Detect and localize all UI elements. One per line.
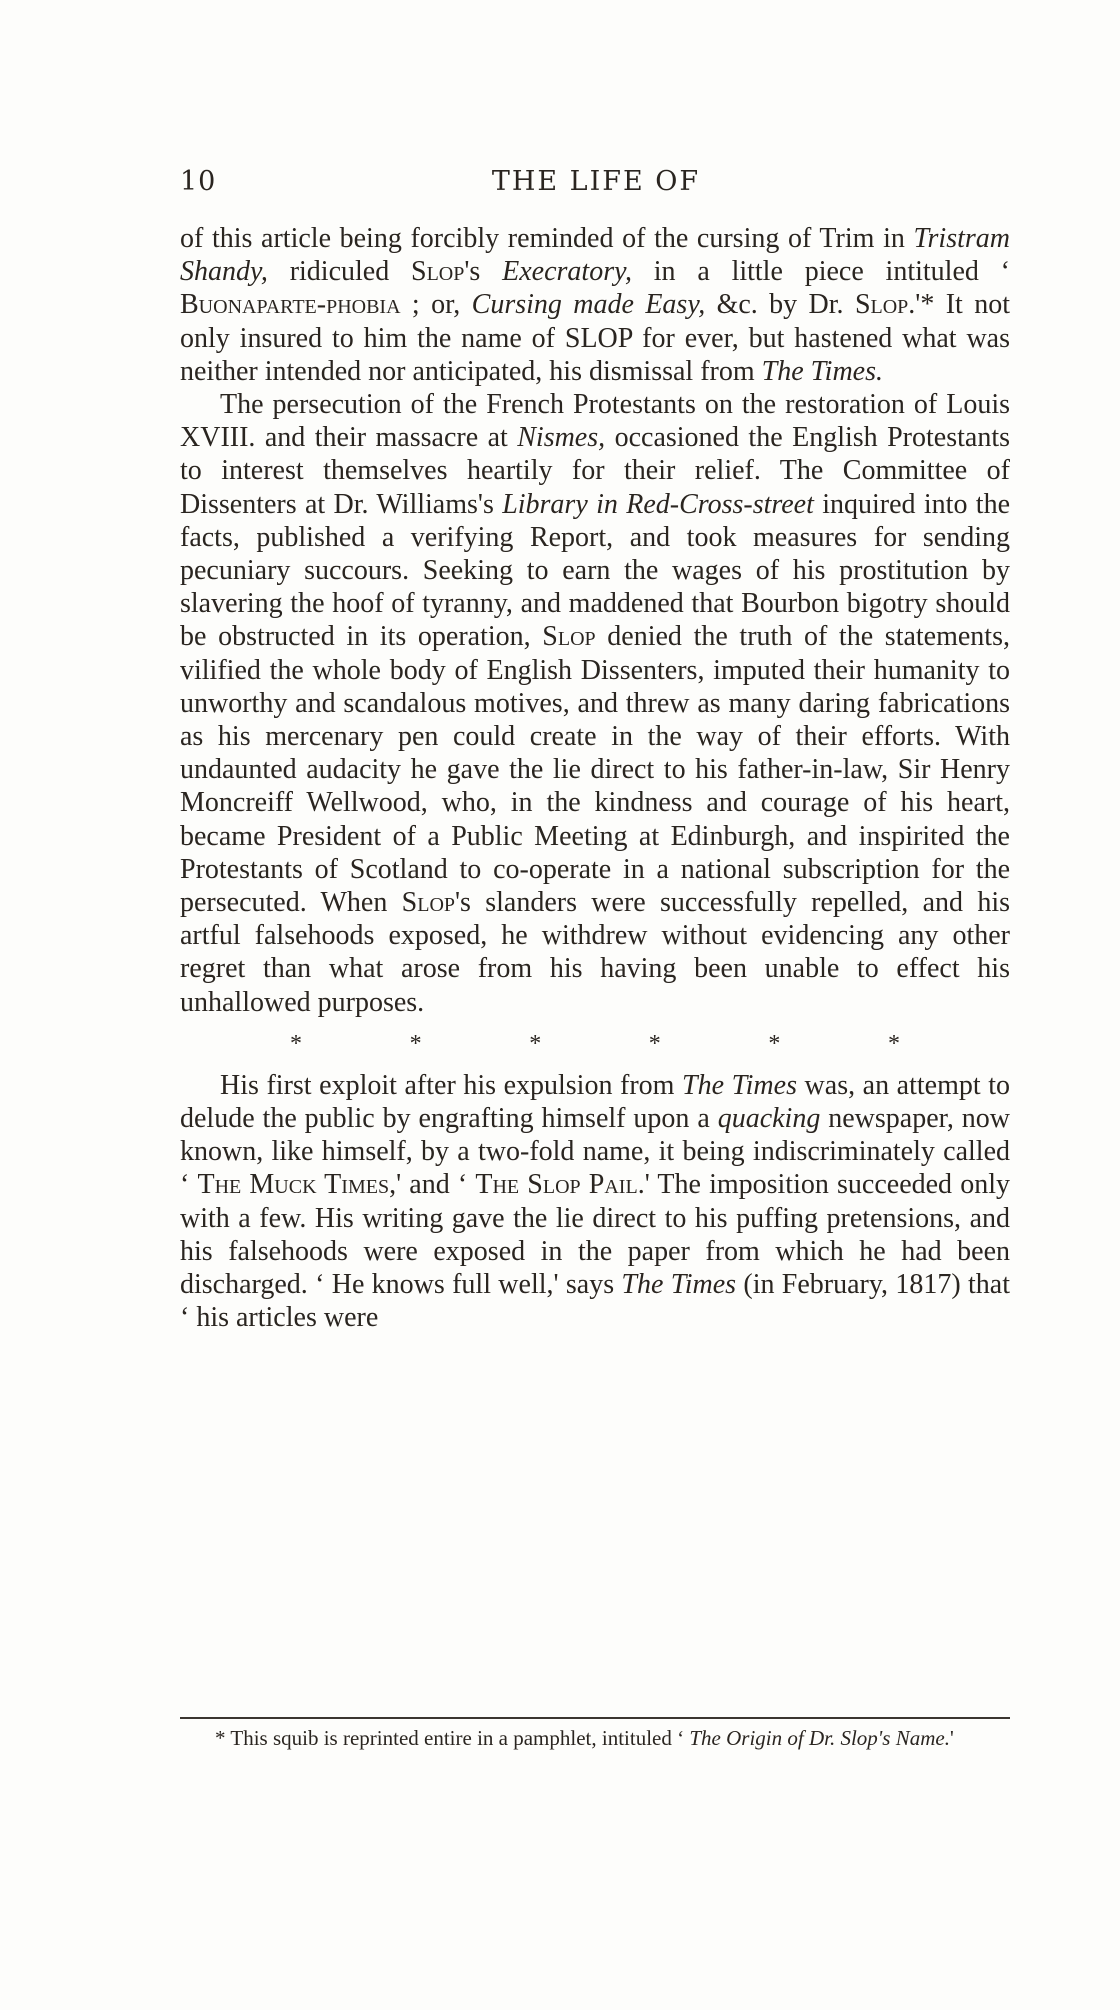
small-caps-text: Slop — [401, 887, 456, 919]
asterisk: * — [768, 1030, 781, 1057]
text-run: denied the truth of the statements, vilified the whole body of English Dissenters, imputed their humanity to unworthy and scandalous motives, and threw as many daring fabrications as his mercenary pen could create in the way of their efforts. With undaunted audacity he gave the lie direct to his father-in-law, Sir Henry Moncreiff Wellwood, who, in the kindness and courage of his heart, became President of a Public Meeting at Edinburgh, and inspirited the Protestants of Scotland to co-operate in a national subscription for the persecuted. When — [180, 621, 1010, 919]
italic-text: Tristram Shandy, — [180, 223, 1010, 288]
text-run: inquired into the facts, published a verifying Report, and took measures for sending pecuniary succours. Seeking to earn the wages of his prostitution by slavering the hoof of tyranny, and maddened that Bourbon bigotry should be obstructed in its operation, — [180, 488, 1011, 653]
asterisk: * — [290, 1030, 302, 1057]
text-run: * This squib is reprinted entire in a pamphlet, intituled ‘ — [215, 1726, 690, 1750]
text-run: occasioned the English Protestants to interest themselves heartily for their relief. The Committee of Dissenters at Dr. Williams's — [180, 422, 1010, 520]
paragraph-3 — [180, 1069, 1010, 1335]
text-run: in a little piece intituled ‘ — [631, 256, 1010, 288]
text-run: ; or, — [400, 289, 472, 321]
italic-text: Cursing made Easy, — [471, 289, 706, 321]
paragraph-2 — [180, 388, 1010, 1019]
small-caps-text: Slop — [542, 621, 596, 653]
asterisk: * — [409, 1030, 422, 1057]
small-caps-text: The Slop Pail — [475, 1169, 638, 1201]
small-caps-text: Slop — [854, 289, 909, 321]
paragraph-1 — [180, 222, 1010, 388]
text-run: His first exploit after his expulsion from — [220, 1069, 683, 1101]
text-run: newspaper, now known, like himself, by a two-fold name, it being indiscriminately called ‘ — [180, 1103, 1010, 1201]
text-run: ' — [949, 1726, 954, 1750]
text-run: .'* It not only insured to him the name of SLOP for ever, but hastened what was neither intended nor anticipated, his dismissal from — [180, 289, 1010, 387]
italic-text: Library in Red-Cross-street — [502, 488, 814, 520]
page-number: 10 — [180, 166, 217, 197]
footnote — [180, 1724, 1010, 1753]
text-run: The persecution of the French Protestants on the restoration of Louis XVIII. and their massacre at — [180, 389, 1010, 454]
italic-text: quacking — [717, 1103, 821, 1135]
asterisk: * — [887, 1030, 900, 1057]
running-title: THE LIFE OF — [491, 166, 701, 197]
text-run: 's slanders were successfully repelled, and his artful falsehoods exposed, he withdrew without evidencing any other regret than what arose from his having been unable to effect his unhallowed purposes. — [180, 887, 1011, 1018]
body-text — [180, 222, 1010, 1335]
footnote-divider — [180, 1717, 1010, 1719]
text-run: &c. by Dr. — [705, 289, 855, 321]
italic-text: The Times. — [761, 355, 884, 387]
text-run: .' The imposition succeeded only with a few. His writing gave the lie direct to his puffing pretensions, and his falsehoods were exposed in the paper from which he had been discharged. ‘ He knows full well,' says — [180, 1169, 1010, 1301]
small-caps-text: Slop — [411, 256, 465, 288]
text-run: was, an attempt to delude the public by engrafting himself upon a — [180, 1069, 1010, 1135]
text-run: (in February, 1817) that ‘ his articles were — [180, 1269, 1010, 1334]
section-break-asterisks — [180, 1029, 1010, 1059]
small-caps-text: The Muck Times — [197, 1169, 390, 1201]
italic-text: Execratory, — [502, 256, 632, 288]
small-caps-text: Buonaparte-phobia — [180, 289, 401, 321]
text-run: 's — [464, 256, 503, 288]
running-head — [180, 166, 1012, 206]
italic-text: The Origin of Dr. Slop's Name. — [689, 1726, 950, 1750]
footnote-text — [180, 1724, 1010, 1753]
italic-text: The Times — [682, 1069, 797, 1101]
text-run: ridiculed — [267, 256, 412, 288]
text-run: ,' and ‘ — [389, 1169, 476, 1201]
asterisk: * — [648, 1030, 661, 1057]
italic-text: Nismes, — [517, 422, 606, 454]
italic-text: The Times — [621, 1269, 737, 1301]
asterisk: * — [529, 1030, 542, 1057]
text-run: of this article being forcibly reminded of the cursing of Trim in — [180, 223, 914, 254]
